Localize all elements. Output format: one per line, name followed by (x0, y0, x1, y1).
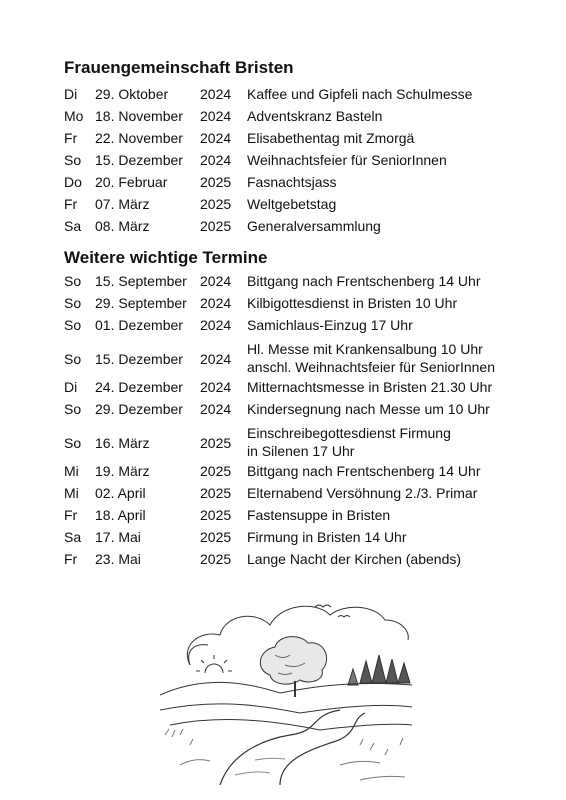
event-cell: Kilbigottesdienst in Bristen 10 Uhr (247, 295, 458, 311)
section-title-frauengemeinschaft: Frauengemeinschaft Bristen (64, 58, 294, 77)
year-cell: 2024 (200, 351, 232, 367)
weekday-cell: Fr (64, 130, 78, 146)
grass-strokes (165, 729, 405, 780)
weekday-cell: Di (64, 379, 78, 395)
date-cell: 16. März (95, 435, 150, 451)
schedule-row (64, 507, 524, 529)
weekday-cell: So (64, 351, 82, 367)
event-cell: Mitternachtsmesse in Bristen 21.30 Uhr (247, 379, 493, 395)
event-cell: in Silenen 17 Uhr (247, 443, 355, 459)
date-cell: 15. September (95, 273, 187, 289)
date-cell: 01. Dezember (95, 317, 183, 333)
date-cell: 24. Dezember (95, 379, 183, 395)
event-cell: Kindersegnung nach Messe um 10 Uhr (247, 401, 490, 417)
date-cell: 29. Dezember (95, 401, 183, 417)
event-cell: Fastensuppe in Bristen (247, 507, 391, 523)
date-cell: 17. Mai (95, 529, 141, 545)
weekday-cell: Mi (64, 485, 79, 501)
event-cell: Einschreibegottesdienst Firmung (247, 425, 451, 441)
schedule-row (64, 273, 524, 295)
date-cell: 22. November (95, 130, 183, 146)
date-cell: 23. Mai (95, 551, 141, 567)
year-cell: 2024 (200, 130, 232, 146)
event-cell: anschl. Weihnachtsfeier für SeniorInnen (247, 359, 495, 375)
bird-icons (315, 605, 350, 617)
weekday-cell: So (64, 401, 82, 417)
pine-trees-icon (348, 655, 410, 685)
year-cell: 2025 (200, 196, 232, 212)
schedule-row (64, 174, 524, 196)
event-cell: Firmung in Bristen 14 Uhr (247, 529, 407, 545)
schedule-row (64, 551, 524, 573)
year-cell: 2024 (200, 152, 232, 168)
date-cell: 15. Dezember (95, 351, 183, 367)
schedule-row (64, 130, 524, 152)
year-cell: 2024 (200, 317, 232, 333)
event-cell: Weltgebetstag (247, 196, 337, 212)
sun-icon (196, 655, 232, 673)
year-cell: 2025 (200, 435, 232, 451)
event-cell: Fasnachtsjass (247, 174, 337, 190)
event-cell: Hl. Messe mit Krankensalbung 10 Uhr (247, 341, 483, 357)
schedule-row (64, 379, 524, 401)
weekday-cell: Mo (64, 108, 84, 124)
year-cell: 2025 (200, 485, 232, 501)
schedule-row (64, 218, 524, 240)
schedule-row (64, 529, 524, 551)
date-cell: 19. März (95, 463, 150, 479)
year-cell: 2024 (200, 379, 232, 395)
weekday-cell: Mi (64, 463, 79, 479)
weekday-cell: Sa (64, 218, 82, 234)
schedule-row (64, 152, 524, 174)
landscape-illustration (160, 585, 412, 785)
schedule-row (64, 339, 524, 379)
year-cell: 2025 (200, 529, 232, 545)
schedule-row (64, 86, 524, 108)
weekday-cell: So (64, 152, 82, 168)
year-cell: 2024 (200, 401, 232, 417)
event-cell: Lange Nacht der Kirchen (abends) (247, 551, 462, 567)
event-cell: Generalversammlung (247, 218, 381, 234)
event-cell: Bittgang nach Frentschenberg 14 Uhr (247, 463, 481, 479)
weekday-cell: Do (64, 174, 82, 190)
date-cell: 02. April (95, 485, 146, 501)
year-cell: 2025 (200, 174, 232, 190)
river-path (220, 710, 365, 785)
date-cell: 15. Dezember (95, 152, 183, 168)
weekday-cell: So (64, 273, 82, 289)
schedule-row (64, 485, 524, 507)
schedule-row (64, 463, 524, 485)
date-cell: 18. April (95, 507, 146, 523)
year-cell: 2024 (200, 273, 232, 289)
event-cell: Bittgang nach Frentschenberg 14 Uhr (247, 273, 481, 289)
event-cell: Weihnachtsfeier für SeniorInnen (247, 152, 447, 168)
year-cell: 2024 (200, 295, 232, 311)
event-cell: Elisabethentag mit Zmorgä (247, 130, 415, 146)
date-cell: 08. März (95, 218, 150, 234)
weekday-cell: So (64, 295, 82, 311)
year-cell: 2025 (200, 463, 232, 479)
section-title-weitere-termine: Weitere wichtige Termine (64, 248, 268, 267)
schedule-row (64, 295, 524, 317)
weekday-cell: Di (64, 86, 78, 102)
schedule-row (64, 108, 524, 130)
event-cell: Kaffee und Gipfeli nach Schulmesse (247, 86, 473, 102)
date-cell: 07. März (95, 196, 150, 212)
year-cell: 2025 (200, 218, 232, 234)
weekday-cell: So (64, 435, 82, 451)
weekday-cell: Fr (64, 507, 78, 523)
date-cell: 20. Februar (95, 174, 168, 190)
tree-icon (260, 637, 326, 697)
schedule-row (64, 196, 524, 218)
weekday-cell: Fr (64, 196, 78, 212)
weekday-cell: Fr (64, 551, 78, 567)
schedule-row (64, 317, 524, 339)
hills-outline (160, 682, 412, 730)
year-cell: 2024 (200, 108, 232, 124)
weekday-cell: Sa (64, 529, 82, 545)
event-cell: Samichlaus-Einzug 17 Uhr (247, 317, 413, 333)
date-cell: 29. September (95, 295, 187, 311)
year-cell: 2025 (200, 507, 232, 523)
year-cell: 2025 (200, 551, 232, 567)
event-cell: Adventskranz Basteln (247, 108, 383, 124)
schedule-row (64, 401, 524, 423)
year-cell: 2024 (200, 86, 232, 102)
date-cell: 29. Oktober (95, 86, 169, 102)
event-cell: Elternabend Versöhnung 2./3. Primar (247, 485, 478, 501)
weekday-cell: So (64, 317, 82, 333)
date-cell: 18. November (95, 108, 183, 124)
schedule-row (64, 423, 524, 463)
